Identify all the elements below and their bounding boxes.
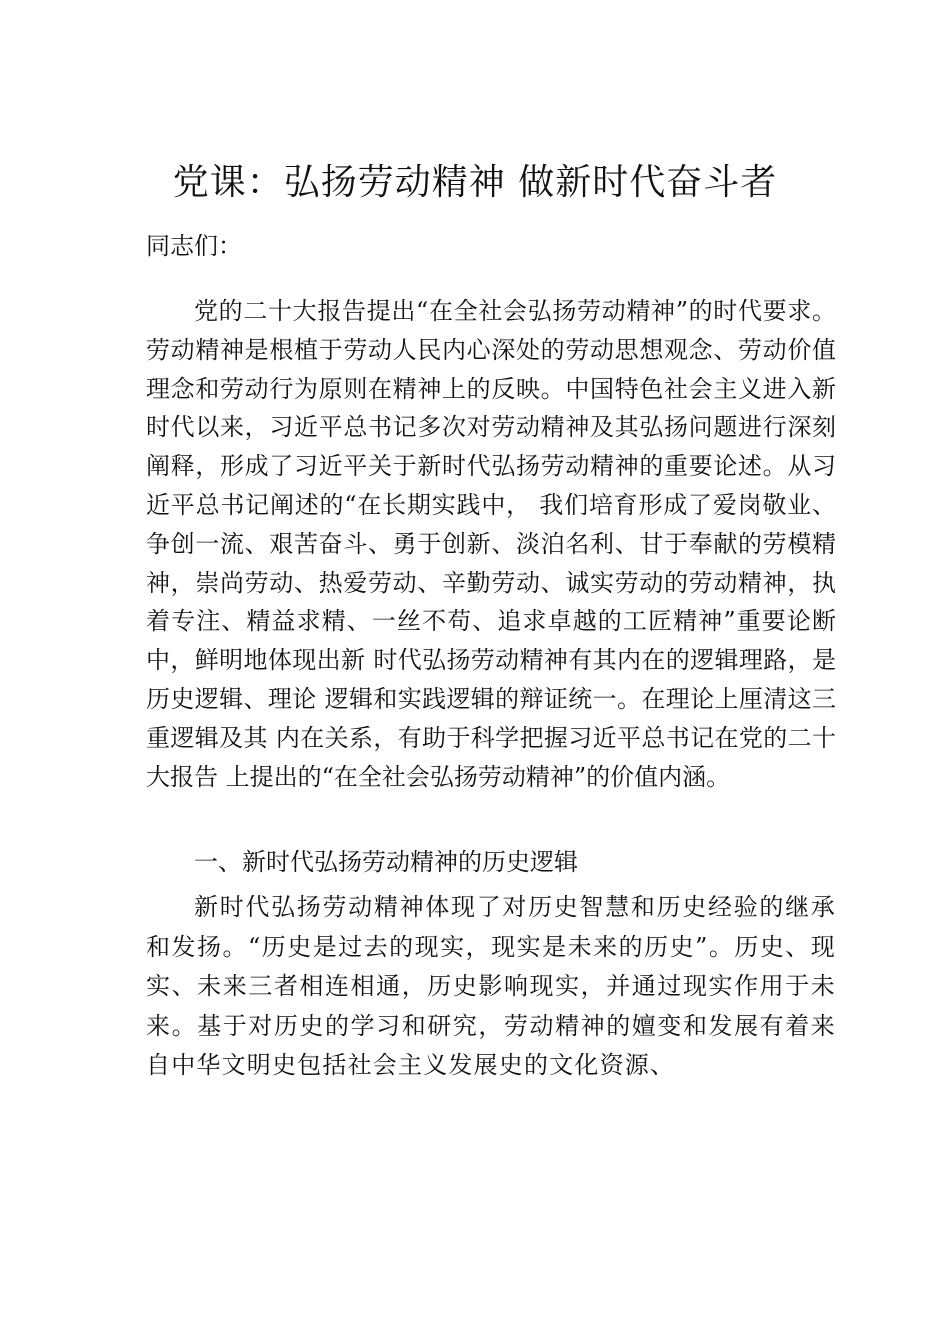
- salutation: 同志们：: [146, 232, 242, 260]
- body-paragraph-2: 新时代弘扬劳动精神体现了对历史智慧和历史经验的继承和发扬。“历史是过去的现实，现实是未来的历史”。历史、现实、未来三者相连相通，历史影响现实，并通过现实作用于未来。基于对历史的学习和研究，劳动精神的嬗变和发展有着来自中华文明史包括社会主义发展史的文化资源、: [146, 893, 836, 1079]
- document-title: 党课：弘扬劳动精神 做新时代奋斗者: [172, 162, 778, 203]
- body-paragraph-1: 党的二十大报告提出“在全社会弘扬劳动精神”的时代要求。劳动精神是根植于劳动人民内心深处的劳动思想观念、劳动价值理念和劳动行为原则在精神上的反映。中国特色社会主义进入新时代以来，习近平总书记多次对劳动精神及其弘扬问题进行深刻阐释，形成了习近平关于新时代弘扬劳动精神的重要论述。从习近平总书记阐述的“在长期实践中， 我们培育形成了爱岗敬业、争创一流、艰苦奋斗、勇于创新、淡泊名利、甘于奉献的劳模精神，崇尚劳动、热爱劳动、辛勤劳动、诚实劳动的劳动精神，执着专注、精益求精、一丝不苟、追求卓越的工匠精神”重要论断中，鲜明地体现出新 时代弘扬劳动精神有其内在的逻辑理路，是历史逻辑、理论 逻辑和实践逻辑的辩证统一。在理论上厘清这三重逻辑及其 内在关系，有助于科学把握习近平总书记在党的二十大报告 上提出的“在全社会弘扬劳动精神”的价值内涵。: [146, 297, 836, 791]
- section-heading: 一、新时代弘扬劳动精神的历史逻辑: [194, 848, 578, 876]
